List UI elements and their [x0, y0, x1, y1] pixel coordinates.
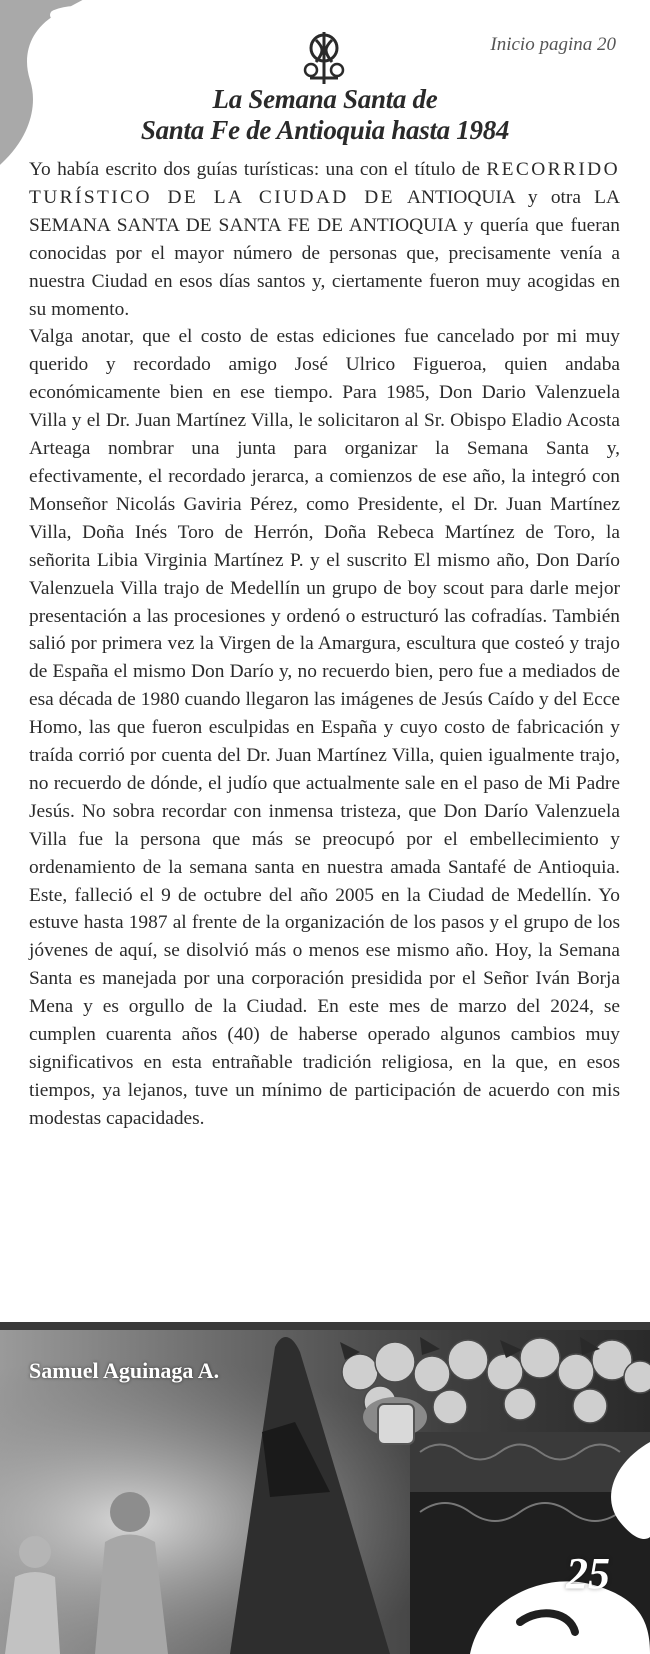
paragraph-1-start: Yo había escrito dos guías turísticas: una con el título de: [29, 159, 481, 180]
page-start-note: Inicio pagina 20: [490, 34, 616, 55]
article-title: [0, 84, 650, 146]
paragraph-1-caps: RECORRIDO TURÍSTICO DE LA CIUDAD DE: [29, 159, 620, 208]
article-body: [29, 156, 620, 1133]
title-line-2: Santa Fe de Antioquia hasta 1984: [140, 115, 510, 145]
page-number: 25: [566, 1549, 610, 1598]
paragraph-1: [29, 156, 620, 323]
title-line-1: La Semana Santa de: [212, 84, 438, 114]
paragraph-2: Valga anotar, que el costo de estas ediciones fue cancelado por mi muy querido y recordado amigo José Ulrico Figueroa, quien andaba económicamente bien en ese tiempo. Para 1985, Don Dario Valenzuela Villa y el Dr. Juan Martínez Villa, le solicitaron al Sr. Obispo Eladio Acosta Arteaga nombrar una junta para organizar la Semana Santa y, efectivamente, el recordado jerarca, a comienzos de ese año, la integró con Monseñor Nicolás Gaviria Pérez, como Presidente, el Dr. Juan Martínez Villa, Doña Inés Toro de Herrón, Doña Rebeca Martínez de Toro, la señorita Libia Virginia Martínez P. y el suscrito El mismo año, Don Darío Valenzuela Villa trajo de Medellín un grupo de boy scout para darle mejor presentación a las procesiones y ordenó o estructuró las cofradías. También salió por primera vez la Virgen de la Amargura, escultura que costeó y trajo de España el mismo Don Darío y, no recuerdo bien, pero fue a mediados de esa década de 1980 cuando llegaron las imágenes de Jesús Caído y del Ecce Homo, las que fueron esculpidas en España y cuyo costo de fabricación y traída corrió por cuenta del Dr. Juan Martínez Villa, quien igualmente trajo, no recuerdo de dónde, el judío que actualmente sale en el paso de Mi Padre Jesús. No sobra recordar con inmensa tristeza, que Don Darío Valenzuela Villa fue la persona que más se preocupó por el embellecimiento y ordenamiento de la semana santa en nuestra amada Santafé de Antioquia. Este, falleció el 9 de octubre del año 2005 en la Ciudad de Medellín. Yo estuve hasta 1987 al frente de la organización de los pasos y el grupo de los jóvenes de aquí, se disolvió más o menos ese mismo año. Hoy, la Semana Santa es manejada por una corporación presidida por el Señor Iván Borja Mena y es orgullo de la Ciudad. En este mes de marzo del 2024, se cumplen cuarenta años (40) de haberse operado algunos cambios muy significativos en esta entrañable tradición religiosa, en la que, en esos tiempos, ya lejanos, tuve un mínimo de participación de acuerdo con mis modestas capacidades.: [29, 326, 620, 1129]
photo-top-border: [0, 1322, 650, 1330]
paragraph-1-end: ANTIOQUIA y otra LA SEMANA SANTA DE SANTA FE DE ANTIOQUIA y quería que fueran conocidas por el mayor número de personas que, precisamente venía a nuestra Ciudad en esos días santos y, ciertamente fueron muy acogidas en su momento.: [29, 186, 620, 320]
brotherhood-emblem-icon: [296, 28, 352, 86]
author-name: Samuel Aguinaga A.: [29, 1358, 220, 1383]
